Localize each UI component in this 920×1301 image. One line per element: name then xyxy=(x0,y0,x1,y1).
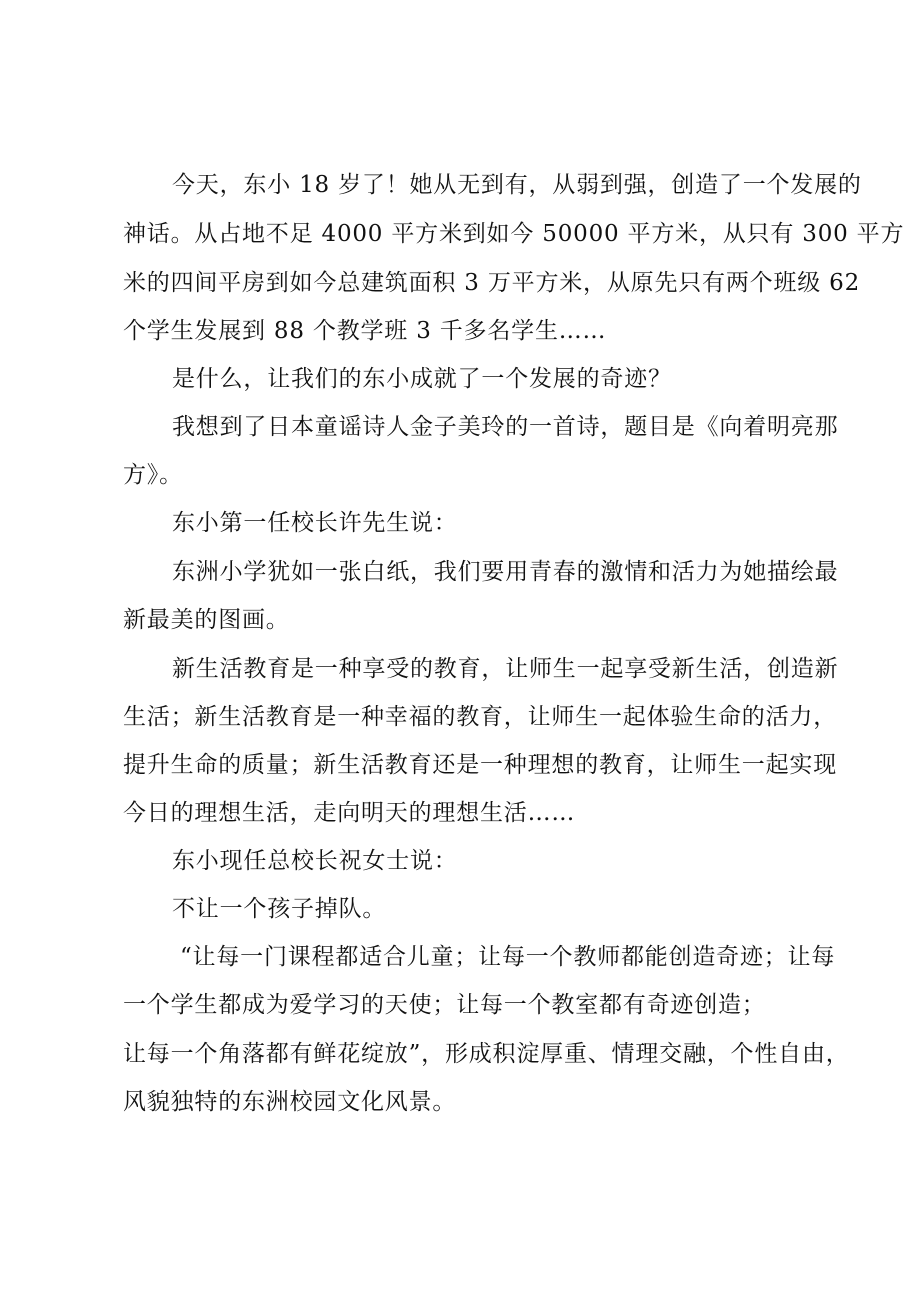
text-line: 方》。 xyxy=(123,462,183,488)
text-line: 东小现任总校长祝女士说： xyxy=(172,848,458,874)
text-line: 提升生命的质量；新生活教育还是一种理想的教育，让师生一起实现 xyxy=(123,752,837,778)
text-line: 生活；新生活教育是一种幸福的教育，让师生一起体验生命的活力， xyxy=(123,704,837,730)
text-line: 是什么，让我们的东小成就了一个发展的奇迹？ xyxy=(172,366,672,392)
text-line: 新生活教育是一种享受的教育，让师生一起享受新生活，创造新 xyxy=(172,656,839,682)
text-line: 东洲小学犹如一张白纸，我们要用青春的激情和活力为她描绘最 xyxy=(172,559,839,585)
text-line: 今日的理想生活，走向明天的理想生活…… xyxy=(123,800,576,826)
text-line: 不让一个孩子掉队。 xyxy=(172,896,387,922)
text-line: 米的四间平房到如今总建筑面积 3 万平方米，从原先只有两个班级 62 xyxy=(123,270,861,296)
text-line: 今天，东小 18 岁了！她从无到有，从弱到强，创造了一个发展的 xyxy=(172,172,862,198)
text-line: “让每一门课程都适合儿童；让每一个教师都能创造奇迹；让每 xyxy=(180,944,836,970)
text-line: 让每一个角落都有鲜花绽放”，形成积淀厚重、情理交融，个性自由， xyxy=(123,1041,850,1067)
text-line: 个学生发展到 88 个教学班 3 千多名学生…… xyxy=(123,318,607,344)
text-line: 新最美的图画。 xyxy=(123,607,290,633)
text-line: 东小第一任校长许先生说： xyxy=(172,510,458,536)
text-line: 风貌独特的东洲校园文化风景。 xyxy=(123,1089,457,1115)
text-line: 我想到了日本童谣诗人金子美玲的一首诗，题目是《向着明亮那 xyxy=(172,414,839,440)
text-line: 一个学生都成为爱学习的天使；让每一个教室都有奇迹创造； xyxy=(123,992,766,1018)
text-line: 神话。从占地不足 4000 平方米到如今 50000 平方米，从只有 300 平方 xyxy=(123,221,905,247)
